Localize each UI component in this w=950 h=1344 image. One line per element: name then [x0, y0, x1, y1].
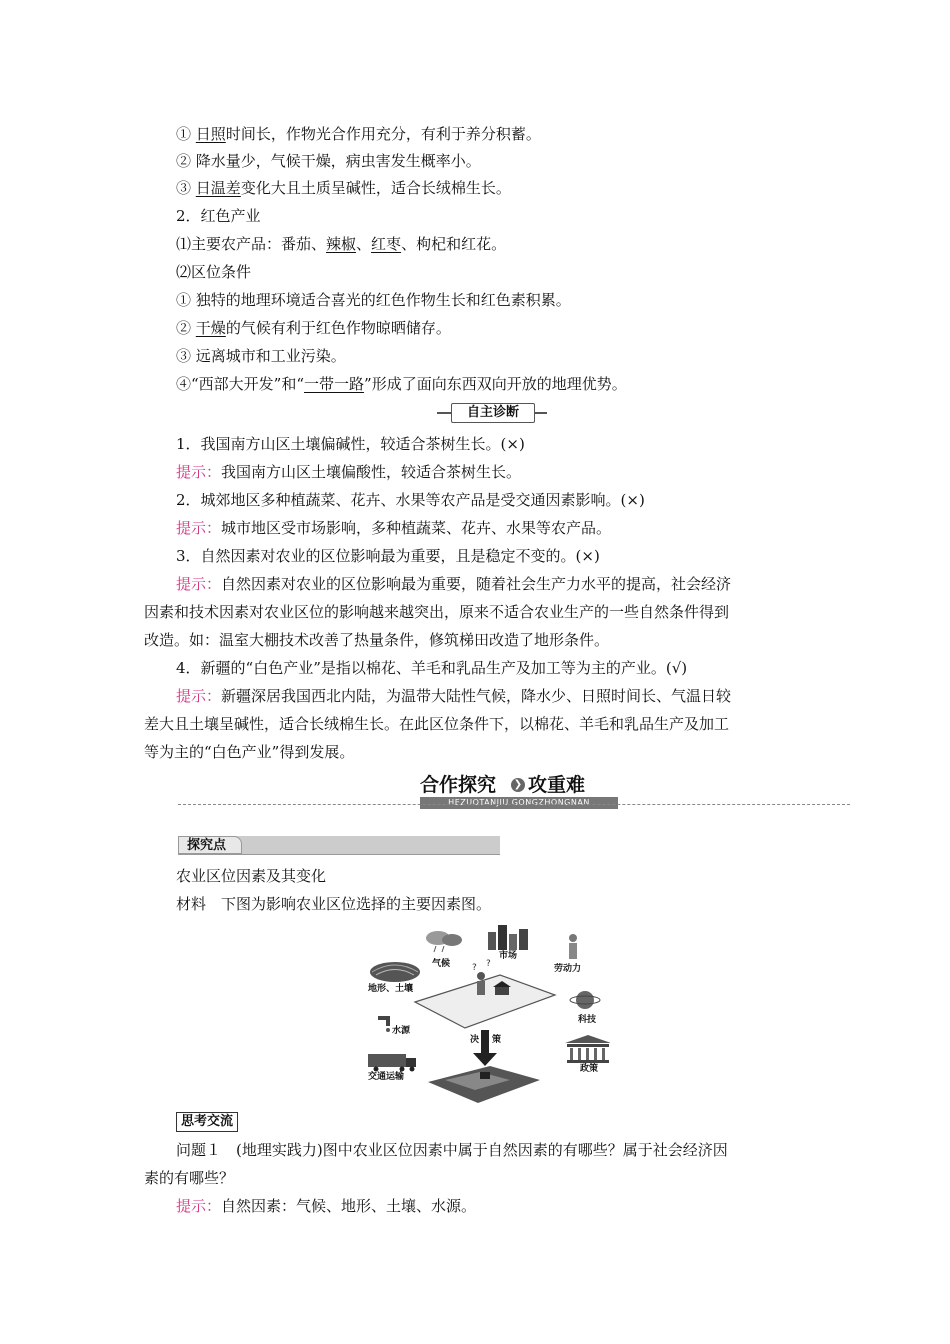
hint: 提示：城市地区受市场影响，多种植蔬菜、花卉、水果等农产品。 [176, 519, 612, 537]
self-check-label: 自主诊断 [437, 403, 547, 423]
question: 1．我国南方山区土壤偏碱性，较适合茶树生长。(×) [176, 435, 525, 453]
question: 3．自然因素对农业的区位影响最为重要，且是稳定不变的。(×) [176, 547, 600, 565]
hint-continued: 差大且土壤呈碱性，适合长绒棉生长。在此区位条件下，以棉花、羊毛和乳品生产及加工 [144, 715, 730, 733]
government-building-icon [565, 1035, 610, 1063]
question: 2．城郊地区多种植蔬菜、花卉、水果等农产品是受交通因素影响。(×) [176, 491, 645, 509]
hint: 提示：我国南方山区土壤偏酸性，较适合茶树生长。 [176, 463, 522, 481]
faucet-icon [378, 1016, 390, 1032]
list-item: ④“西部大开发”和“一带一路”形成了面向东西双向开放的地理优势。 [176, 375, 627, 393]
section-banner: 合作探究 ❯ 攻重难 HEZUOTANJIU GONGZHONGNAN [420, 773, 620, 811]
question: 4．新疆的“白色产业”是指以棉花、羊毛和乳品生产及加工等为主的产业。(√) [176, 659, 688, 677]
explore-point-bar: 探究点 [178, 836, 500, 855]
divider [178, 804, 850, 805]
truck-icon [368, 1054, 416, 1072]
svg-text:?: ? [472, 963, 477, 973]
label-decide-1: 决 [470, 1035, 480, 1045]
list-item: ③ 日温差变化大且土质呈碱性，适合长绒棉生长。 [176, 179, 511, 197]
list-item: ② 干燥的气候有利于红色作物晾晒储存。 [176, 319, 451, 337]
hint: 提示：新疆深居我国西北内陆，为温带大陆性气候，降水少、日照时间长、气温日较 [176, 687, 732, 705]
cloud-icon [426, 931, 462, 952]
label-policy: 政策 [580, 1064, 599, 1074]
svg-text:?: ? [486, 959, 491, 969]
hint: 提示：自然因素对农业的区位影响最为重要，随着社会生产力水平的提高，社会经济 [176, 575, 732, 593]
list-item: ③ 远离城市和工业污染。 [176, 347, 346, 365]
worker-icon [569, 934, 577, 959]
label-climate: 气候 [432, 959, 451, 969]
list-item: ① 独特的地理环境适合喜光的红色作物生长和红色素积累。 [176, 291, 571, 309]
question: 问题１ (地理实践力)图中农业区位因素中属于自然因素的有哪些？属于社会经济因 [176, 1141, 728, 1159]
chevron-right-icon: ❯ [511, 778, 525, 792]
label-terrain: 地形、土壤 [368, 984, 414, 994]
label-market: 市场 [499, 951, 518, 961]
hint-continued: 因素和技术因素对农业区位的影响越来越突出，原来不适合农业生产的一些自然条件得到 [144, 603, 730, 621]
landscape-image [428, 1066, 540, 1103]
globe-icon [570, 991, 600, 1009]
hint-continued: 改造。如：温室大棚技术改善了热量条件，修筑梯田改造了地形条件。 [144, 631, 610, 649]
label-decide-2: 策 [492, 1035, 502, 1045]
city-icon [488, 925, 528, 950]
material-caption: 材料 下图为影响农业区位选择的主要因素图。 [176, 895, 492, 913]
hint: 提示：自然因素：气候、地形、土壤、水源。 [176, 1197, 477, 1215]
farmland-icon [370, 962, 420, 982]
list-item: ② 降水量少，气候干燥，病虫害发生概率小。 [176, 152, 481, 170]
agriculture-factors-figure [360, 920, 610, 1105]
hint-continued: 等为主的“白色产业”得到发展。 [144, 743, 355, 761]
paragraph: ⑵区位条件 [176, 263, 252, 281]
label-tech: 科技 [578, 1015, 597, 1025]
label-water: 水源 [392, 1026, 411, 1036]
section-heading: 2．红色产业 [176, 207, 261, 225]
discussion-label: 思考交流 [176, 1112, 238, 1132]
label-transport: 交通运输 [368, 1072, 405, 1082]
question-continued: 素的有哪些？ [144, 1169, 235, 1187]
paragraph: ⑴主要农产品：番茄、辣椒、红枣、枸杞和红花。 [176, 235, 507, 253]
list-item: ① 日照时间长，作物光合作用充分，有利于养分积蓄。 [176, 125, 541, 143]
explore-title: 农业区位因素及其变化 [176, 867, 327, 885]
label-labor: 劳动力 [554, 964, 582, 974]
